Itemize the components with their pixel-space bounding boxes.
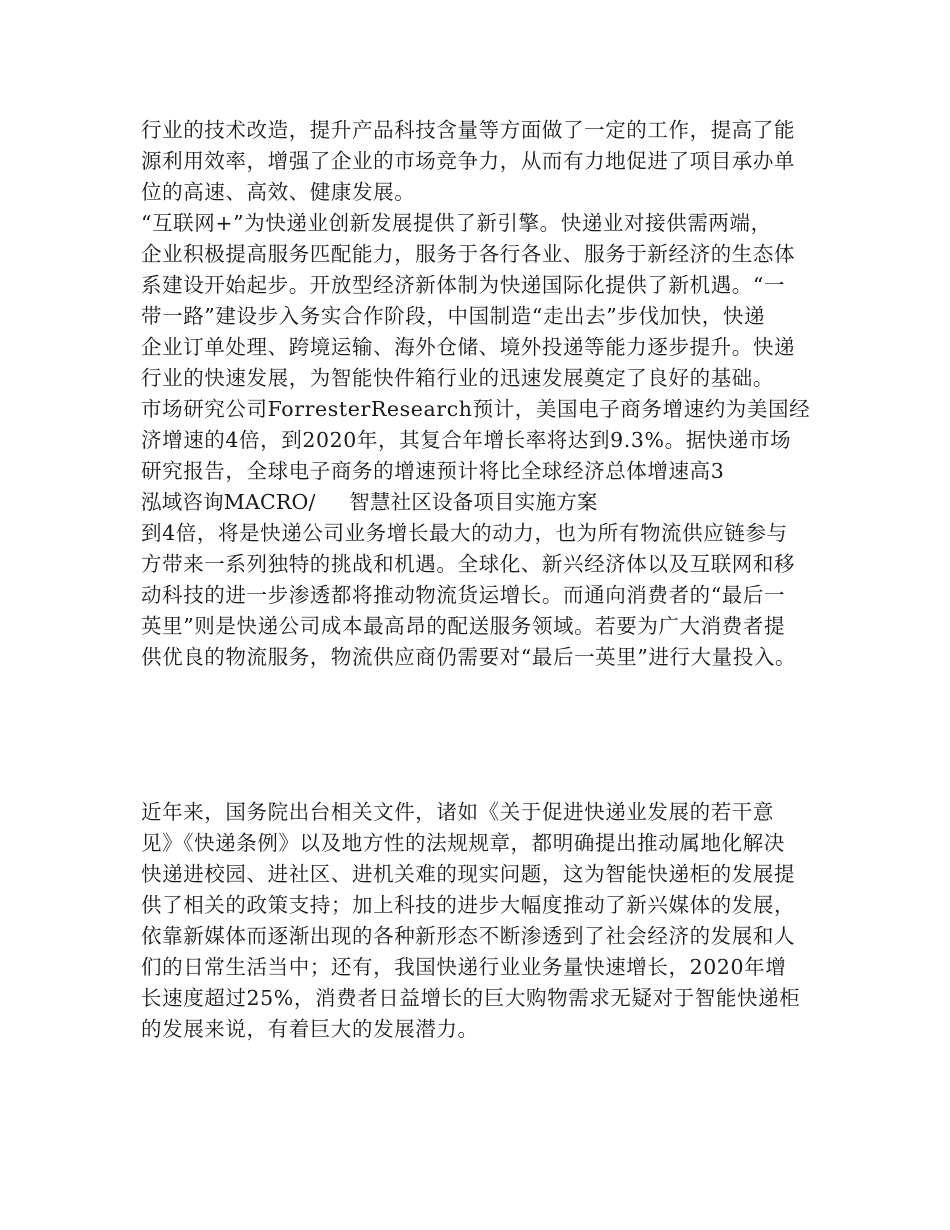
text-line: 依靠新媒体而逐渐出现的各种新形态不断渗透到了社会经济的发展和人 — [141, 924, 796, 948]
text-line: 行业的快速发展，为智能快件箱行业的迅速发展奠定了良好的基础。 — [141, 366, 774, 390]
text-line: 研究报告，全球电子商务的增速预计将比全球经济总体增速高3 — [141, 459, 725, 483]
text-line: 近年来，国务院出台相关文件，诸如《关于促进快递业发展的若干意 — [141, 800, 774, 824]
text-line: 方带来一系列独特的挑战和机遇。全球化、新兴经济体以及互联网和移 — [141, 552, 796, 576]
text-line: 行业的技术改造，提升产品科技含量等方面做了一定的工作，提高了能 — [141, 118, 796, 142]
text-line: 供优良的物流服务，物流供应商仍需要对“最后一英里”进行大量投入。 — [141, 645, 797, 669]
running-header: 泓域咨询MACRO/ 智慧社区设备项目实施方案 — [141, 490, 598, 514]
text-line: 供了相关的政策支持；加上科技的进步大幅度推动了新兴媒体的发展， — [141, 893, 796, 917]
text-line: 长速度超过25%，消费者日益增长的巨大购物需求无疑对于智能快递柜 — [141, 986, 801, 1010]
text-line: 源利用效率，增强了企业的市场竞争力，从而有力地促进了项目承办单 — [141, 149, 796, 173]
text-line: 英里”则是快递公司成本最高昂的配送服务领域。若要为广大消费者提 — [141, 614, 786, 638]
text-line: 见》《快递条例》以及地方性的法规规章，都明确提出推动属地化解决 — [141, 831, 785, 855]
text-line: 济增速的4倍，到2020年，其复合年增长率将达到9.3%。据快递市场 — [141, 428, 792, 452]
text-line: 系建设开始起步。开放型经济新体制为快递国际化提供了新机遇。“一 — [141, 273, 786, 297]
text-line: “互联网+”为快递业创新发展提供了新引擎。快递业对接供需两端， — [141, 211, 772, 235]
text-line: 带一路”建设步入务实合作阶段，中国制造“走出去”步伐加快，快递 — [141, 304, 766, 328]
text-line: 市场研究公司ForresterResearch预计，美国电子商务增速约为美国经 — [141, 397, 811, 421]
text-line: 们的日常生活当中；还有，我国快递行业业务量快速增长，2020年增 — [141, 955, 787, 979]
text-line: 到4倍，将是快递公司业务增长最大的动力，也为所有物流供应链参与 — [141, 521, 788, 545]
text-line: 动科技的进一步渗透都将推动物流货运增长。而通向消费者的“最后一 — [141, 583, 786, 607]
text-line: 企业订单处理、跨境运输、海外仓储、境外投递等能力逐步提升。快递 — [141, 335, 796, 359]
text-line: 位的高速、高效、健康发展。 — [141, 180, 416, 204]
paragraph-block-1 — [141, 115, 871, 673]
paragraph-block-2 — [141, 797, 871, 1045]
text-line: 企业积极提高服务匹配能力，服务于各行各业、服务于新经济的生态体 — [141, 242, 796, 266]
text-line: 的发展来说，有着巨大的发展潜力。 — [141, 1017, 479, 1041]
text-line: 快递进校园、进社区、进机关难的现实问题，这为智能快递柜的发展提 — [141, 862, 796, 886]
